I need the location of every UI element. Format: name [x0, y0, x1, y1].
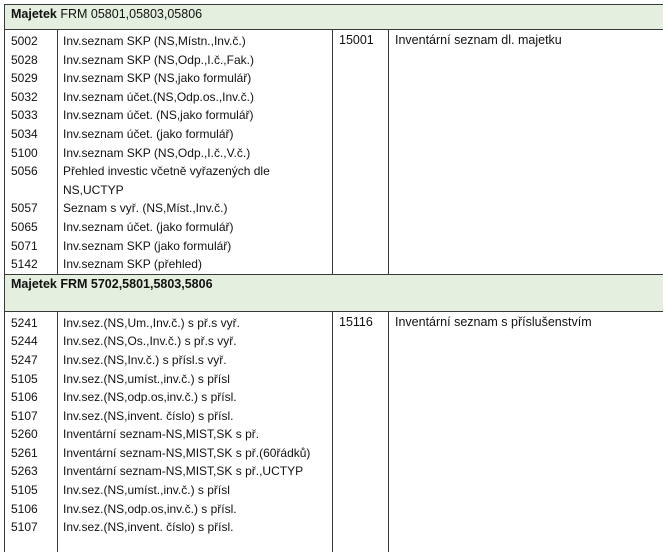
table-row [5, 314, 332, 333]
row-text: Inv.seznam SKP (NS,Odp.,I.č.,V.č.) [63, 145, 251, 160]
table-row [5, 518, 332, 537]
table-row [5, 162, 332, 199]
table-row [5, 106, 332, 125]
row-code: 5033 [11, 108, 38, 123]
table-row [5, 332, 332, 351]
row-text: Inv.seznam SKP (NS,Místn.,Inv.č.) [63, 34, 246, 48]
section2-header [5, 274, 664, 311]
table-row [5, 388, 332, 407]
table-row [5, 125, 332, 144]
row-code: 5056 [11, 164, 38, 179]
row-code: 5107 [11, 520, 38, 535]
row-text: Inv.sez.(NS,invent. číslo) s přísl. [63, 408, 234, 423]
row-code: 5106 [11, 501, 38, 516]
row-code: 5263 [11, 464, 38, 479]
report-table [4, 4, 663, 552]
row-text: Inv.sez.(NS,Inv.č.) s přísl.s vyř. [63, 352, 227, 367]
section1-rows [5, 32, 332, 274]
table-row [5, 500, 332, 519]
row-code: 5057 [11, 201, 38, 216]
row-code: 5241 [11, 315, 38, 330]
row-code: 5065 [11, 219, 38, 234]
row-code: 5260 [11, 427, 38, 442]
section1-subtitle: FRM 05801,05803,05806 [60, 7, 203, 21]
row-text: Inv.sez.(NS,odp.os,inv.č.) s přísl. [63, 390, 237, 405]
row-code: 5106 [11, 390, 38, 405]
table-row [5, 255, 332, 274]
row-text: Inv.seznam SKP (jako formulář) [63, 238, 232, 253]
table-row [5, 237, 332, 256]
row-text: Inventární seznam-NS,MIST,SK s př. [63, 427, 260, 442]
table-row [5, 425, 332, 444]
table-row [5, 199, 332, 218]
row-text: Inv.sez.(NS,umíst.,inv.č.) s přísl [63, 371, 230, 386]
row-code: 5247 [11, 352, 38, 367]
row-text: Inv.seznam účet. (jako formulář) [63, 126, 234, 141]
section1-body [5, 30, 664, 275]
table-row [5, 351, 332, 370]
row-code: 5261 [11, 445, 38, 460]
row-text: Inv.seznam účet.(NS,Odp.os.,Inv.č.) [63, 89, 254, 104]
row-text: Inv.sez.(NS,odp.os,inv.č.) s přísl. [63, 501, 237, 516]
row-text: Inv.sez.(NS,Um.,Inv.č.) s př.s vyř. [63, 315, 240, 330]
section1-title: Majetek [11, 7, 57, 21]
section2-description: Inventární seznam s příslušenstvím [389, 311, 664, 552]
row-code: 5032 [11, 89, 38, 104]
section1-header [5, 5, 664, 30]
section1-number: 15001 [333, 30, 389, 275]
table-row [5, 444, 332, 463]
row-text: Inventární seznam-NS,MIST,SK s př.(60řádků) [63, 445, 311, 460]
row-text: Inv.seznam účet. (NS,jako formulář) [63, 108, 254, 123]
row-text: Inv.sez.(NS,invent. číslo) s přísl. [63, 520, 234, 535]
row-code: 5002 [11, 34, 38, 48]
row-text: Inv.seznam SKP (přehled) [63, 257, 202, 272]
section2-rows [5, 314, 332, 537]
section2-title: Majetek [11, 276, 57, 291]
row-code: 5105 [11, 371, 38, 386]
table-row [5, 32, 332, 51]
row-text: Inv.sez.(NS,Os.,Inv.č.) s př.s vyř. [63, 334, 237, 349]
row-text: Inv.sez.(NS,umíst.,inv.č.) s přísl [63, 483, 230, 498]
table-row [5, 462, 332, 481]
table-row [5, 51, 332, 70]
row-text: Inv.seznam SKP (NS,Odp.,I.č.,Fak.) [63, 52, 254, 67]
section1-description: Inventární seznam dl. majetku [389, 30, 664, 275]
table-row [5, 69, 332, 88]
row-code: 5105 [11, 483, 38, 498]
section2-number: 15116 [333, 311, 389, 552]
table-row [5, 218, 332, 237]
table-row [5, 407, 332, 426]
row-code: 5034 [11, 126, 38, 141]
row-code: 5244 [11, 334, 38, 349]
row-code: 5071 [11, 238, 38, 253]
section2-body [5, 311, 664, 552]
row-code: 5142 [11, 257, 38, 272]
row-text: Seznam s vyř. (NS,Míst.,Inv.č.) [63, 201, 228, 216]
row-text: Inv.seznam účet. (jako formulář) [63, 219, 234, 234]
row-text: Přehled investic včetně vyřazených dle NS,UCTYP [63, 164, 270, 197]
document-table-container [4, 4, 663, 552]
table-row [5, 144, 332, 163]
row-code: 5100 [11, 145, 38, 160]
table-row [5, 370, 332, 389]
row-text: Inventární seznam-NS,MIST,SK s př.,UCTYP [63, 464, 304, 479]
row-code: 5028 [11, 52, 38, 67]
row-code: 5107 [11, 408, 38, 423]
table-row [5, 88, 332, 107]
section2-subtitle: FRM 5702,5801,5803,5806 [60, 276, 213, 291]
row-code: 5029 [11, 71, 38, 86]
row-text: Inv.seznam SKP (NS,jako formulář) [63, 71, 252, 86]
table-row [5, 481, 332, 500]
